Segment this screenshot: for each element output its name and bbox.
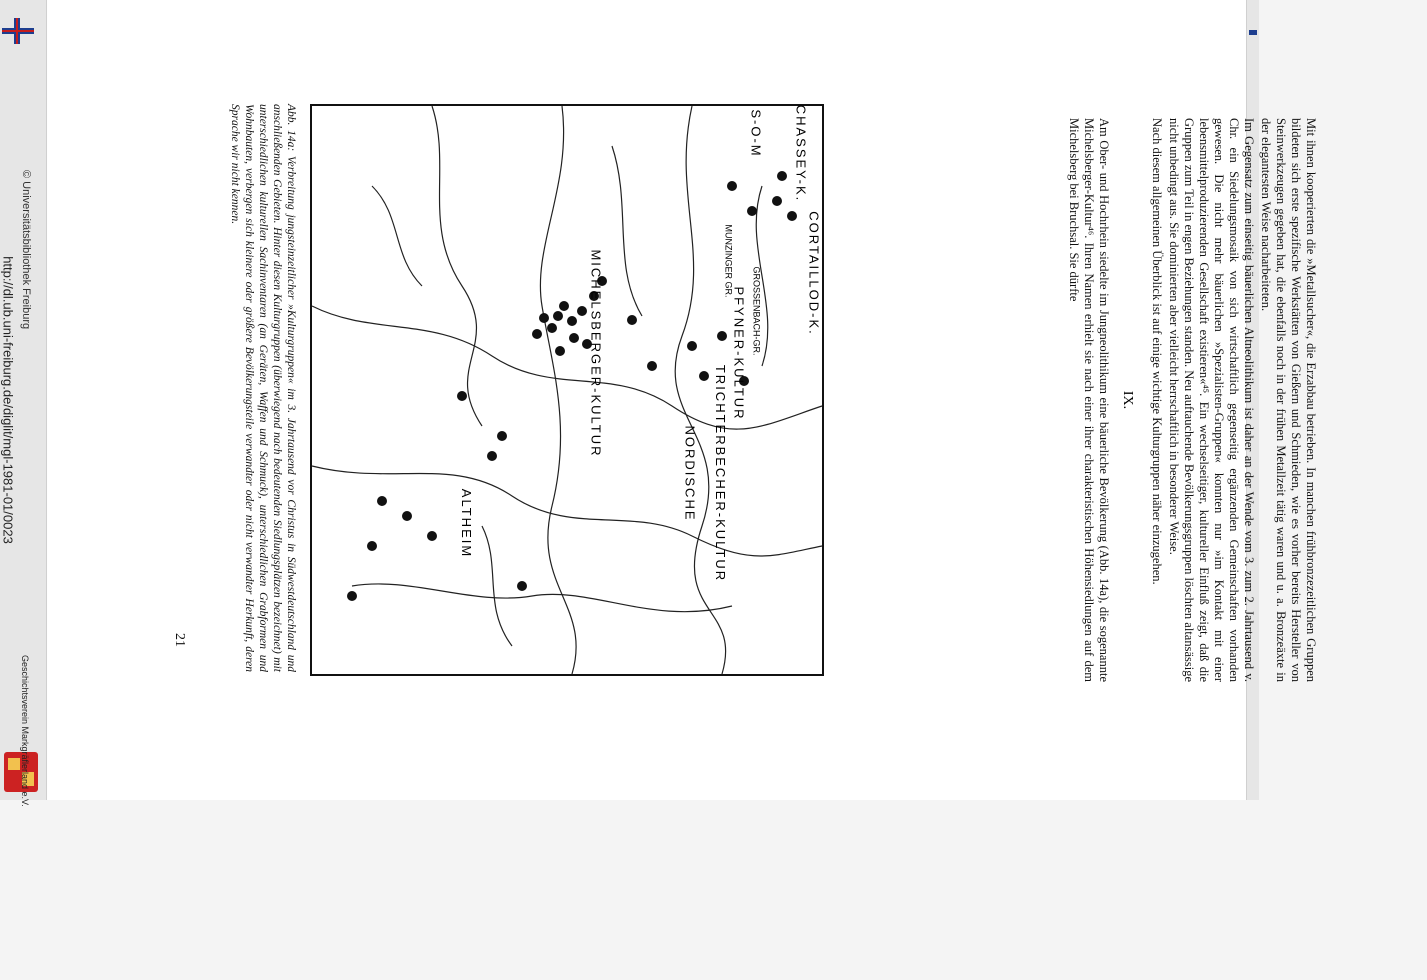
map-label-som: S-O-M <box>748 109 764 158</box>
url-text[interactable]: http://dl.ub.uni-freiburg.de/diglit/mgl-1981-01/0023 <box>0 256 16 544</box>
page-number: 21 <box>172 633 187 647</box>
map-label-trichterbecher: TRICHTERBECHER-KULTUR <box>713 364 729 583</box>
map-label-michelsberger: MICHELSBERGER-KULTUR <box>588 249 604 458</box>
section-heading: IX. <box>1120 390 1135 410</box>
map-label-grossenbach: GROSSENBACH-GR. <box>751 266 762 356</box>
map-figure <box>310 104 824 676</box>
figure-caption-wrap <box>198 104 298 672</box>
map-label-pfyner: PFYNER-KULTUR <box>731 286 747 421</box>
text-block <box>908 110 1328 690</box>
map-label-altheim: ALTHEIM <box>459 488 475 559</box>
paragraph-3: Nach diesem allgemeinen Überblick ist auf einige wichtige Kulturgruppen näher einzugehen. <box>1150 118 1164 585</box>
map-label-cortaillod: CORTAILLOD-K. <box>806 211 822 336</box>
map-label-nordische: NORDISCHE <box>682 425 698 522</box>
map-label-munzinger: MUNZINGER GR. <box>723 224 734 298</box>
left-sidebar: http://dl.ub.uni-freiburg.de/diglit/mgl-1981-01/0023 © Universitätsbibliothek Freiburg Geschichtsverein Markgräflerland e.V. <box>0 0 47 800</box>
figure-caption: Abb. 14a: Verbreitung jungsteinzeitlicher »Kulturgruppen« im 3. Jahrtausend vor Christus in Südwestdeutschland und anschließenden Gebieten. Hinter diesen Kulturgruppen (überwiegend nach bedeutenden Siedlungsplätzen bezeichnet) mit unterschiedlichen kulturellen Sachinventaren (an Geräten, Waffen und Schmuck), unterschiedlichen Grabformen und Wohnbauten, verbergen sich kleinere oder größere Bevölkerungsteile verwandter oder nicht verwandter Herkunft, deren Sprache wir nicht kennen. <box>229 104 297 672</box>
paragraph-1: Mit ihnen kooperierten die »Metallsucher«, die Erzabbau betrieben. In manchen frühbronzezeitlichen Gruppen bildeten sich erste spezifische Werkstätten von Gießern und Schmieden, wie es vorher bereits Hersteller von Steinwerkzeugen gegeben hat, die ebenfalls noch in der frühen Metallzeit tätig waren und u. a. Bronzeäxte in der elegantesten Weise nacharbeiteten. <box>1259 118 1318 682</box>
map-label-chassey: CHASSEY-K. <box>793 104 809 203</box>
paragraph-4: Am Ober- und Hochrhein siedelte im Jungneolithikum eine bäuerliche Bevölkerung (Abb. 14a), die sogenannte Michelsberger-Kultur⁴⁶. Ihren Namen erhielt sie nach einer ihrer charakteristischen Höhensiedlungen auf dem Michelsberg bei Bruchsal. Sie dürfte <box>1067 118 1111 682</box>
document-url[interactable] <box>1 256 16 544</box>
flag-icon <box>2 18 34 44</box>
paragraph-2: Im Gegensatz zum einseitig bäuerlichen Altneolithikum ist daher an der Wende vom 3. zum 2. Jahrtausend v. Chr. ein Siedelungsmosaik von sich wirtschaftlich gegenseitig ergänzenden Gemeinschaften vorhanden gewesen. Die nicht mehr bäuerlichen »Spezialisten-Gruppen« konnten nur »im Kontakt mit einer lebensmittelproduzierenden Gesellschaft existieren«⁴⁵. Ein wechselseitiger, kultureller Einfluß zeigt, daß die Gruppen zum Teil in engen Beziehungen standen. Neu auftauchende Bevölkerungsgruppen löschten altansässige nicht unbedingt aus. Sie dominierten aber vielleicht herrschaftlich in besonderer Weise. <box>1167 118 1256 683</box>
scanned-page <box>48 0 1318 800</box>
